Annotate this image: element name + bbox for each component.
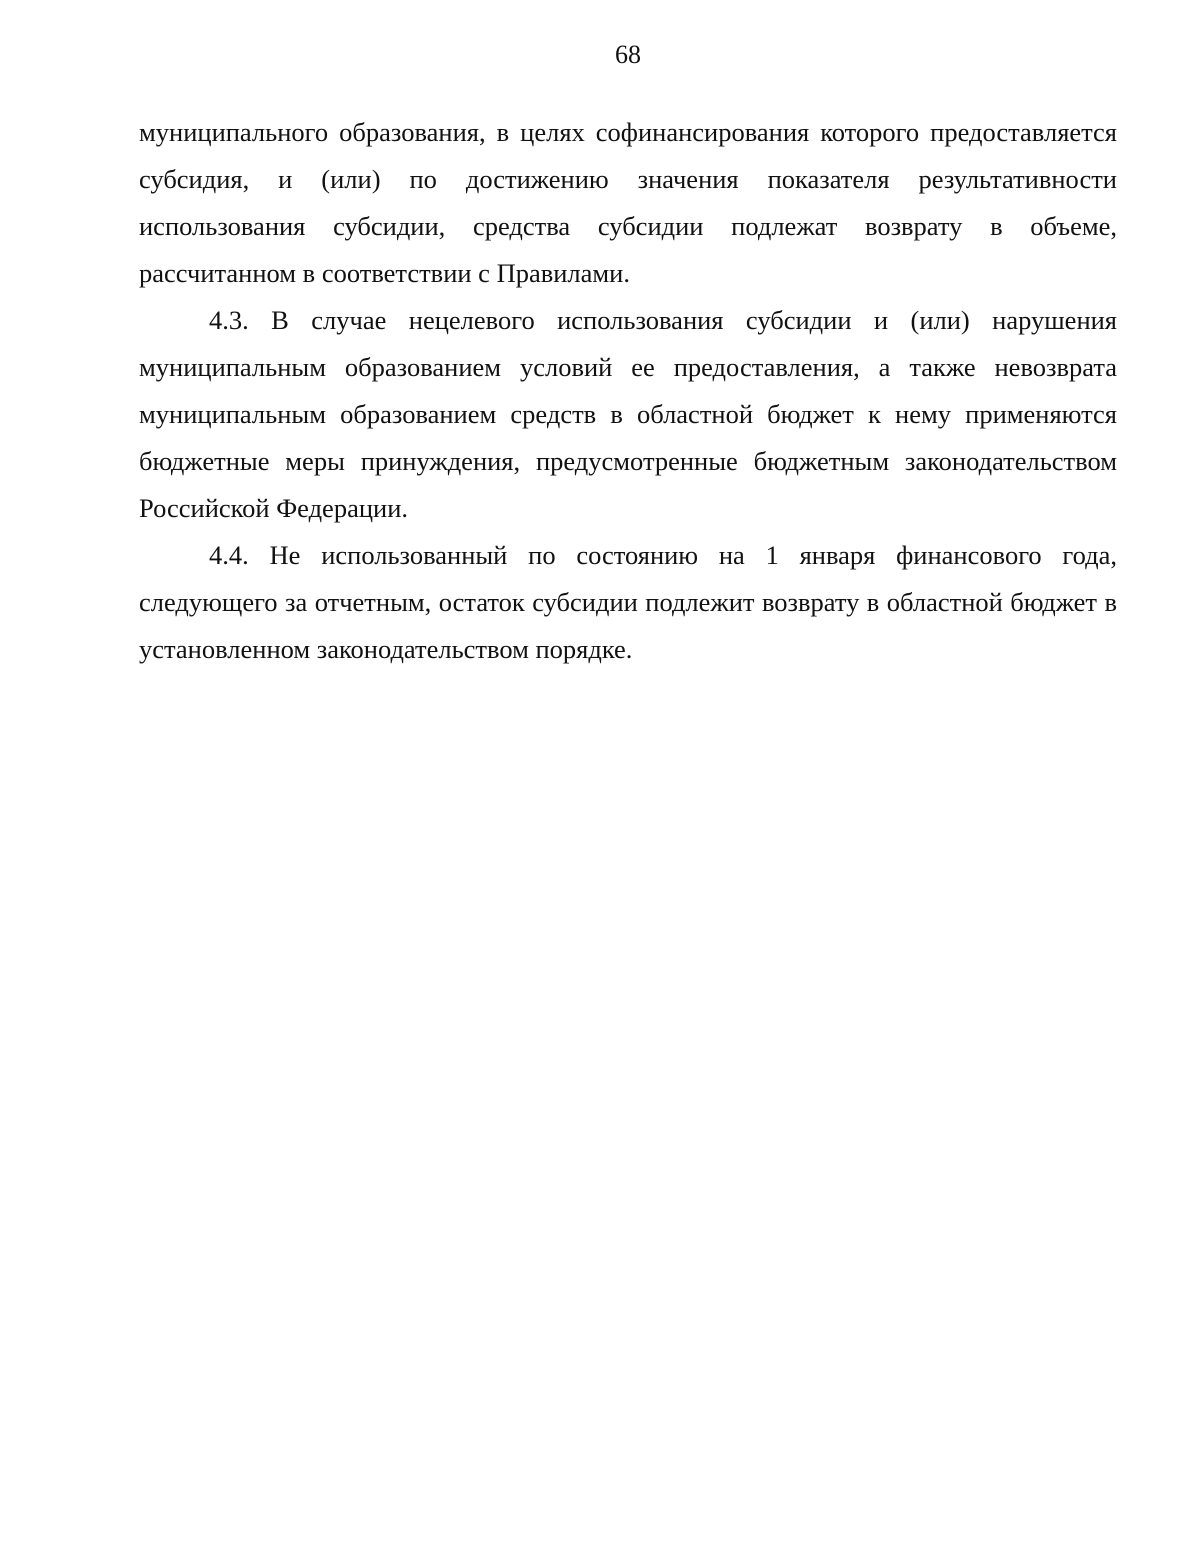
paragraph-4-3: 4.3. В случае нецелевого использования субсидии и (или) нарушения муниципальным образованием условий ее предоставления, а также невозврата муниципальным образованием средств в областной бюджет к нему применяются бюджетные меры принуждения, предусмотренные бюджетным законодательством Российской Федерации. (139, 305, 1117, 523)
document-body (139, 109, 1117, 673)
paragraph-continuation: муниципального образования, в целях софинансирования которого предоставляется субсидия, и (или) по достижению значения показателя результативности использования субсидии, средства субсидии подлежат возврату в объеме, рассчитанном в соответствии с Правилами. (139, 117, 1117, 288)
paragraph-4-4: 4.4. Не использованный по состоянию на 1 января финансового года, следующего за отчетным, остаток субсидии подлежит возврату в областной бюджет в установленном законодательством порядке. (139, 540, 1117, 664)
page-number: 68 (615, 40, 641, 69)
